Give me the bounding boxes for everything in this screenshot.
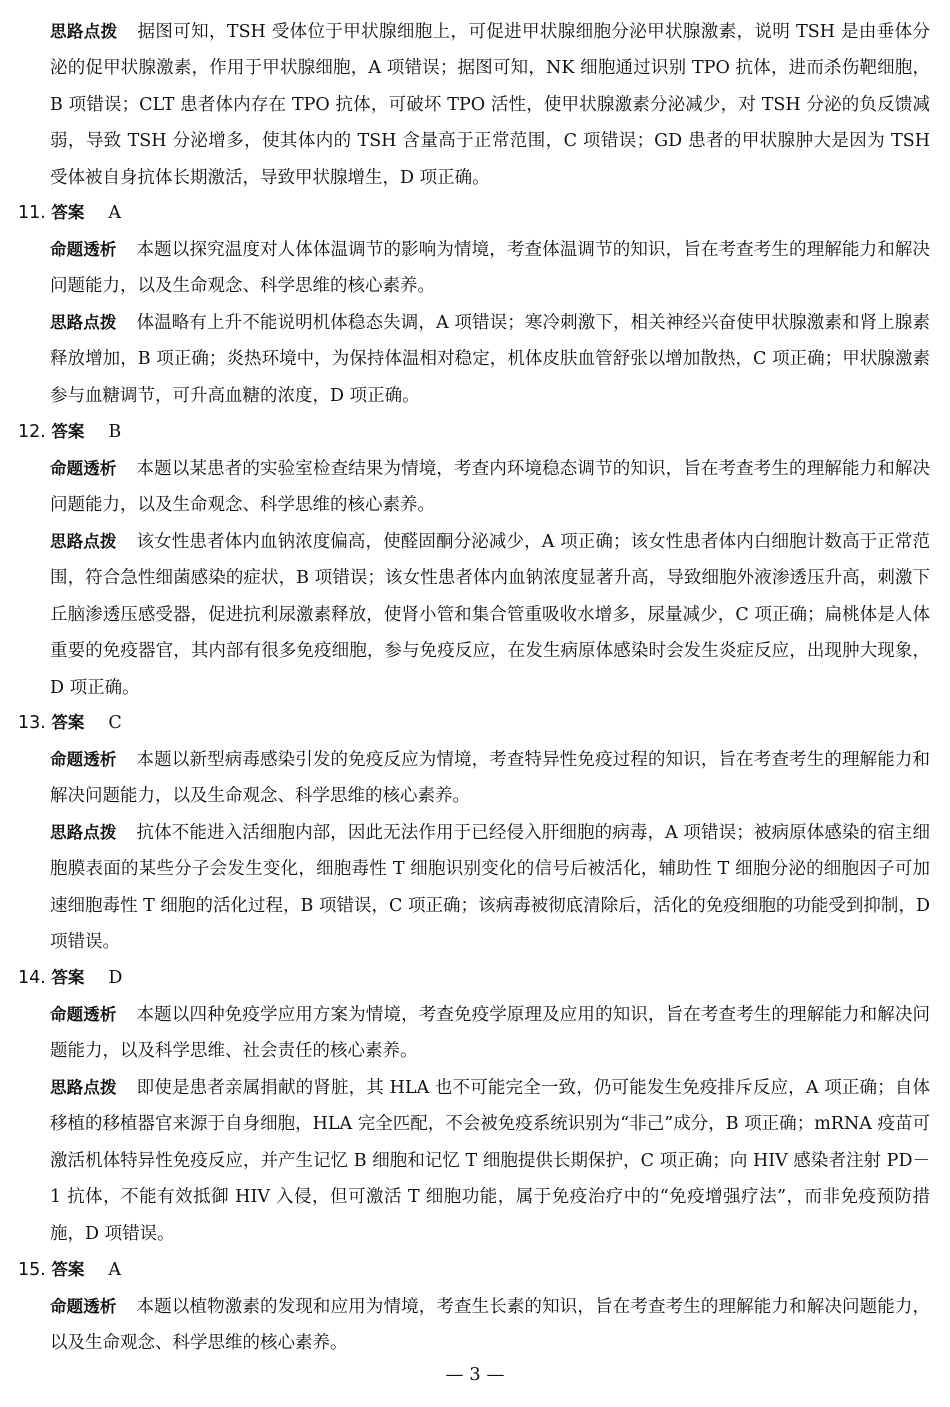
q10-hint-text: 据图可知，TSH 受体位于甲状腺细胞上，可促进甲状腺细胞分泌甲状腺激素，说明 TSH 是由垂体分泌的促甲状腺激素，作用于甲状腺细胞，A 项错误；据图可知，NK 细胞通过识别 TPO 抗体，进而杀伤靶细胞，B 项错误；CLT 患者体内存在 TPO 抗体，可破坏 TPO 活性，使甲状腺激素分泌减少，对 TSH 分泌的负反馈减弱，导致 TSH 分泌增多，使其体内的 TSH 含量高于正常范围，C 项错误；GD 患者的甲状腺肿大是因为 TSH 受体被自身抗体长期激活，导致甲状腺增生，D 项正确。: [50, 22, 931, 188]
q13-hint-text: 抗体不能进入活细胞内部，因此无法作用于已经侵入肝细胞的病毒，A 项错误；被病原体感染的宿主细胞膜表面的某些分子会发生变化，细胞毒性 T 细胞识别变化的信号后被活化，辅助性 T 细胞分泌的细胞因子可加速细胞毒性 T 细胞的活化过程，B 项错误，C 项正确；该病毒被彻底清除后，活化的免疫细胞的功能受到抑制，D 项错误。: [50, 823, 930, 953]
q13-intent-paragraph: [50, 742, 930, 815]
q11-hint-text: 体温略有上升不能说明机体稳态失调，A 项错误；寒冷刺激下，相关神经兴奋使甲状腺激素和肾上腺素释放增加，B 项正确；炎热环境中，为保持体温相对稳定，机体皮肤血管舒张以增加散热，C 项正确；甲状腺激素参与血糖调节，可升高血糖的浓度，D 项正确。: [50, 313, 930, 406]
q12-hint-paragraph: [50, 524, 930, 706]
q15-answer-line: [18, 1252, 121, 1288]
q12-answer-line: [18, 414, 121, 450]
q14-hint-paragraph: [50, 1070, 930, 1252]
answer-label: 答案: [51, 713, 85, 732]
answer-label: 答案: [51, 203, 85, 222]
q12-number: 12.: [18, 422, 46, 442]
q14-number: 14.: [18, 968, 46, 988]
q13-intent-text: 本题以新型病毒感染引发的免疫反应为情境，考查特异性免疫过程的知识，旨在考查考生的理解能力和解决问题能力，以及生命观念、科学思维的核心素养。: [50, 750, 931, 807]
q12-answer: B: [108, 422, 122, 442]
q12-intent-paragraph: [50, 451, 930, 524]
hint-label: 思路点拨: [50, 313, 117, 332]
hint-label: 思路点拨: [50, 22, 118, 41]
q12-intent-text: 本题以某患者的实验室检查结果为情境，考查内环境稳态调节的知识，旨在考查考生的理解能力和解决问题能力，以及生命观念、科学思维的核心素养。: [50, 459, 931, 516]
answer-label: 答案: [51, 968, 85, 987]
answer-label: 答案: [51, 422, 85, 441]
q14-answer-line: [18, 960, 122, 996]
q11-intent-text: 本题以探究温度对人体体温调节的影响为情境，考查体温调节的知识，旨在考查考生的理解能力和解决问题能力，以及生命观念、科学思维的核心素养。: [50, 240, 931, 297]
q11-answer: A: [108, 203, 122, 223]
intent-label: 命题透析: [50, 240, 117, 259]
page-number: — 3 —: [445, 1364, 505, 1385]
q15-intent-paragraph: [50, 1289, 930, 1362]
q13-answer-line: [18, 705, 122, 741]
q13-number: 13.: [18, 713, 46, 733]
q15-intent-text: 本题以植物激素的发现和应用为情境，考查生长素的知识，旨在考查考生的理解能力和解决问题能力，以及生命观念、科学思维的核心素养。: [50, 1297, 931, 1354]
q15-answer: A: [108, 1260, 122, 1280]
intent-label: 命题透析: [50, 1297, 117, 1316]
q15-number: 15.: [18, 1260, 46, 1280]
q14-answer: D: [108, 968, 123, 988]
intent-label: 命题透析: [50, 750, 117, 769]
answer-label: 答案: [51, 1260, 85, 1279]
q14-intent-text: 本题以四种免疫学应用方案为情境，考查免疫学原理及应用的知识，旨在考查考生的理解能力和解决问题能力，以及科学思维、社会责任的核心素养。: [50, 1005, 931, 1062]
intent-label: 命题透析: [50, 1005, 117, 1024]
hint-label: 思路点拨: [50, 1078, 117, 1097]
q14-intent-paragraph: [50, 997, 930, 1070]
q11-intent-paragraph: [50, 232, 930, 305]
q11-hint-paragraph: [50, 305, 930, 414]
q10-hint-paragraph: [50, 14, 930, 196]
hint-label: 思路点拨: [50, 532, 117, 551]
q14-hint-text: 即使是患者亲属捐献的肾脏，其 HLA 也不可能完全一致，仍可能发生免疫排斥反应，A 项正确；自体移植的移植器官来源于自身细胞，HLA 完全匹配，不会被免疫系统识别为“非己”成分，B 项正确；mRNA 疫苗可激活机体特异性免疫反应，并产生记忆 B 细胞和记忆 T 细胞提供长期保护，C 项正确；向 HIV 感染者注射 PD－1 抗体，不能有效抵御 HIV 入侵，但可激活 T 细胞功能，属于免疫治疗中的“免疫增强疗法”，而非免疫预防措施，D 项错误。: [50, 1078, 931, 1244]
q13-hint-paragraph: [50, 815, 930, 961]
q13-answer: C: [108, 713, 122, 733]
intent-label: 命题透析: [50, 459, 117, 478]
hint-label: 思路点拨: [50, 823, 117, 842]
q11-answer-line: [18, 195, 121, 231]
q12-hint-text: 该女性患者体内血钠浓度偏高，使醛固酮分泌减少，A 项正确；该女性患者体内白细胞计数高于正常范围，符合急性细菌感染的症状，B 项错误；该女性患者体内血钠浓度显著升高，导致细胞外液渗透压升高，刺激下丘脑渗透压感受器，促进抗利尿激素释放，使肾小管和集合管重吸收水增多，尿量减少，C 项正确；扁桃体是人体重要的免疫器官，其内部有很多免疫细胞，参与免疫反应，在发生病原体感染时会发生炎症反应，出现肿大现象，D 项正确。: [50, 532, 930, 698]
q11-number: 11.: [18, 203, 46, 223]
